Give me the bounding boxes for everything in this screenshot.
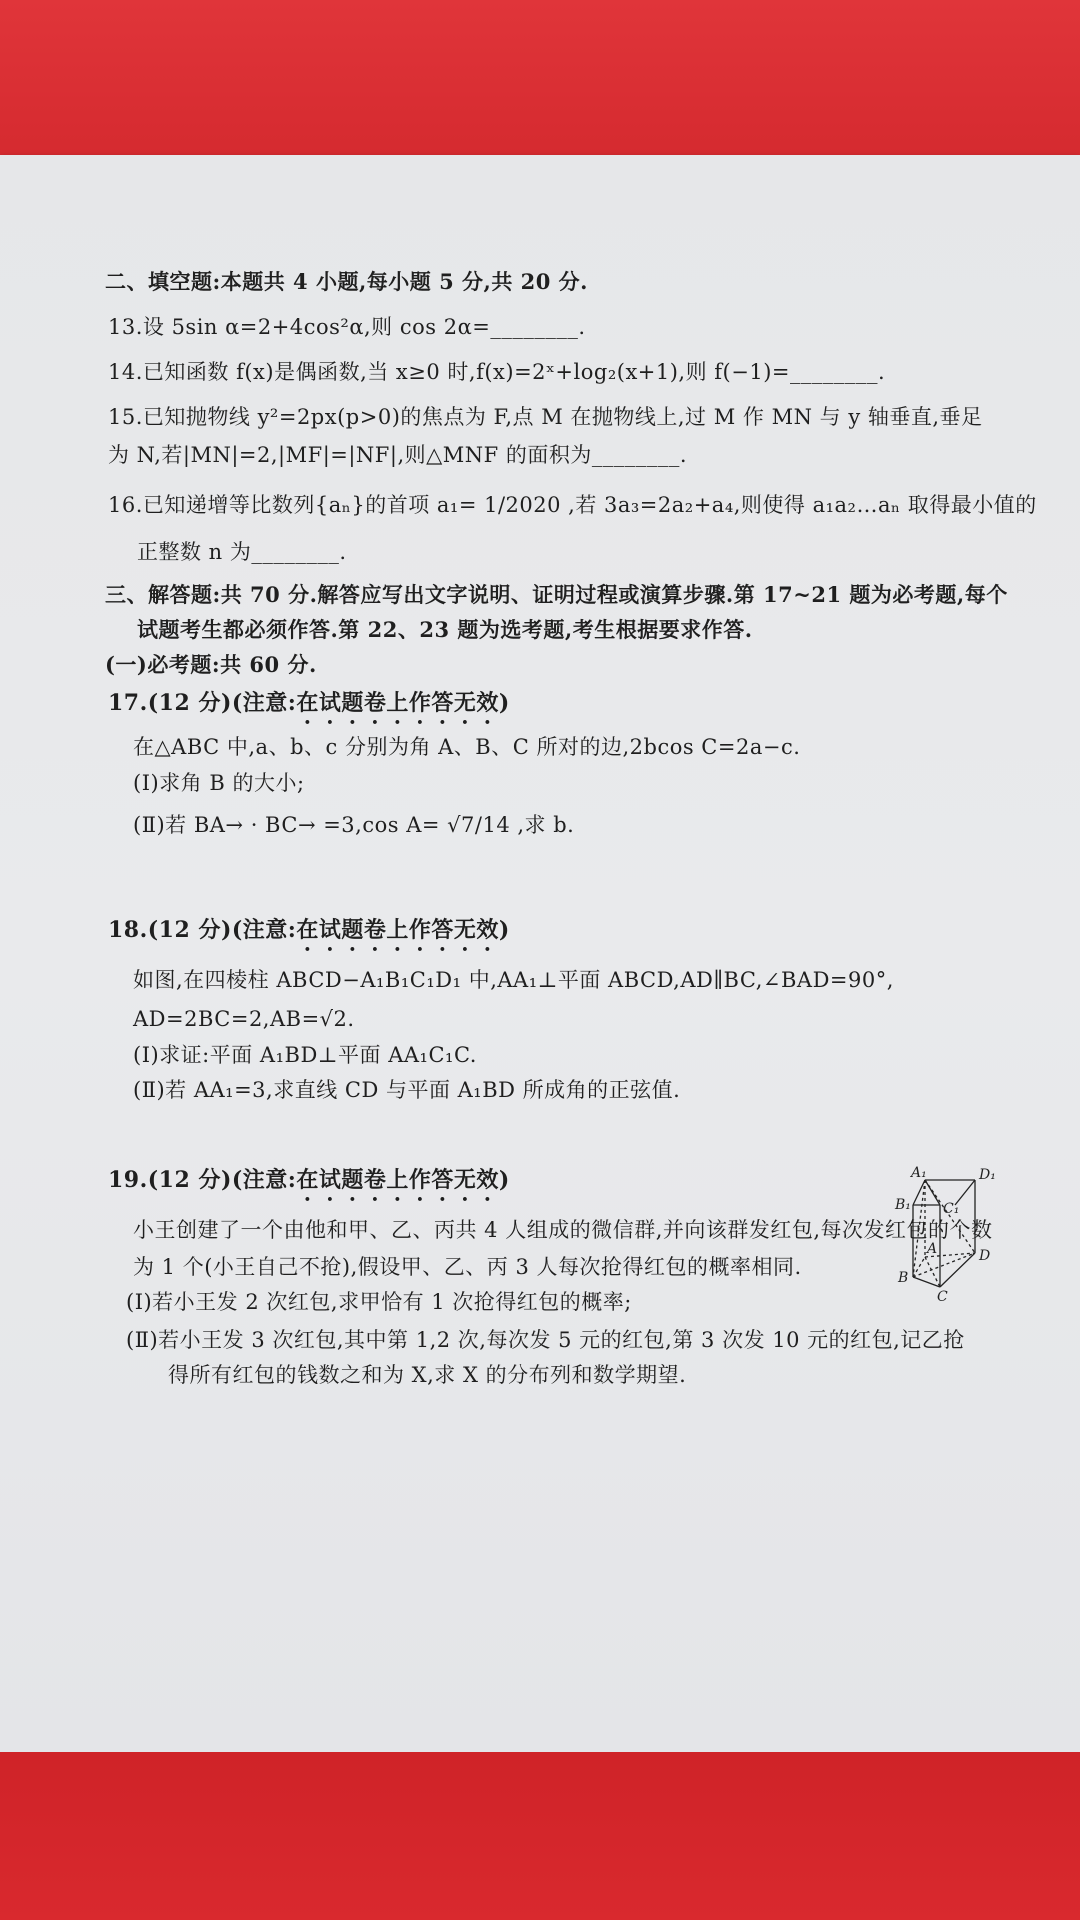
q18-note: 在试题卷上作答无效	[296, 917, 499, 943]
question-18-line1: 如图,在四棱柱 ABCD−A₁B₁C₁D₁ 中,AA₁⊥平面 ABCD,AD∥BC,∠BAD=90°,	[133, 968, 894, 992]
question-18-part2: (Ⅱ)若 AA₁=3,求直线 CD 与平面 A₁BD 所成角的正弦值.	[133, 1078, 681, 1102]
question-19-part2-line1: (Ⅱ)若小王发 3 次红包,其中第 1,2 次,每次发 5 元的红包,第 3 次发 10 元的红包,记乙抢	[126, 1328, 965, 1352]
question-18-line2: AD=2BC=2,AB=√2.	[133, 1007, 355, 1031]
q19-head-text: 19.(12 分)(注意:	[108, 1167, 297, 1193]
question-15-line2: 为 N,若|MN|=2,|MF|=|NF|,则△MNF 的面积为________.	[108, 443, 688, 467]
red-background-top	[0, 0, 1080, 160]
question-19-part2-line2: 得所有红包的钱数之和为 X,求 X 的分布列和数学期望.	[168, 1363, 687, 1387]
question-16-line2: 正整数 n 为________.	[137, 540, 347, 564]
label-C: C	[937, 1289, 948, 1305]
question-14: 14.已知函数 f(x)是偶函数,当 x≥0 时,f(x)=2ˣ+log₂(x+1),则 f(−1)=________.	[108, 360, 886, 384]
q18-close: )	[498, 917, 510, 943]
label-B: B	[898, 1270, 909, 1286]
q19-note: 在试题卷上作答无效	[296, 1167, 499, 1193]
question-18-part1: (Ⅰ)求证:平面 A₁BD⊥平面 AA₁C₁C.	[133, 1043, 477, 1067]
question-19-line2: 为 1 个(小王自己不抢),假设甲、乙、丙 3 人每次抢得红包的概率相同.	[133, 1255, 802, 1279]
section3-header-line1: 三、解答题:共 70 分.解答应写出文字说明、证明过程或演算步骤.第 17~21 题为必考题,每个	[105, 582, 1008, 607]
question-17-heading	[108, 688, 510, 729]
question-15-line1: 15.已知抛物线 y²=2px(p>0)的焦点为 F,点 M 在抛物线上,过 M 作 MN 与 y 轴垂直,垂足	[108, 405, 983, 429]
question-17-part1: (Ⅰ)求角 B 的大小;	[133, 771, 305, 795]
section3-header-line2: 试题考生都必须作答.第 22、23 题为选考题,考生根据要求作答.	[137, 617, 753, 642]
q17-close: )	[498, 690, 510, 716]
question-18-heading	[108, 915, 510, 956]
question-19-heading	[108, 1165, 510, 1206]
label-A1: A₁	[911, 1165, 927, 1181]
q17-note: 在试题卷上作答无效	[296, 690, 499, 716]
exam-paper	[0, 155, 1080, 1753]
question-17-line1: 在△ABC 中,a、b、c 分别为角 A、B、C 所对的边,2bcos C=2a−c.	[133, 735, 801, 759]
question-13: 13.设 5sin α=2+4cos²α,则 cos 2α=________.	[108, 315, 586, 339]
label-D1: D₁	[979, 1167, 996, 1183]
label-A: A	[927, 1241, 938, 1257]
question-19-line1: 小王创建了一个由他和甲、乙、丙共 4 人组成的微信群,并向该群发红包,每次发红包的个数	[133, 1218, 993, 1242]
label-D: D	[979, 1248, 991, 1264]
q19-close: )	[498, 1167, 510, 1193]
section3-required: (一)必考题:共 60 分.	[105, 652, 317, 677]
section2-header: 二、填空题:本题共 4 小题,每小题 5 分,共 20 分.	[105, 269, 588, 294]
question-17-part2: (Ⅱ)若 BA→ · BC→ =3,cos A= √7/14 ,求 b.	[133, 813, 575, 837]
q18-head-text: 18.(12 分)(注意:	[108, 917, 297, 943]
label-B1: B₁	[895, 1197, 911, 1213]
question-19-part1: (Ⅰ)若小王发 2 次红包,求甲恰有 1 次抢得红包的概率;	[126, 1290, 632, 1314]
red-background-bottom	[0, 1752, 1080, 1920]
label-C1: C₁	[943, 1201, 960, 1217]
q17-head-text: 17.(12 分)(注意:	[108, 690, 297, 716]
question-16-line1: 16.已知递增等比数列{aₙ}的首项 a₁= 1/2020 ,若 3a₃=2a₂+a₄,则使得 a₁a₂…aₙ 取得最小值的	[108, 493, 1037, 517]
